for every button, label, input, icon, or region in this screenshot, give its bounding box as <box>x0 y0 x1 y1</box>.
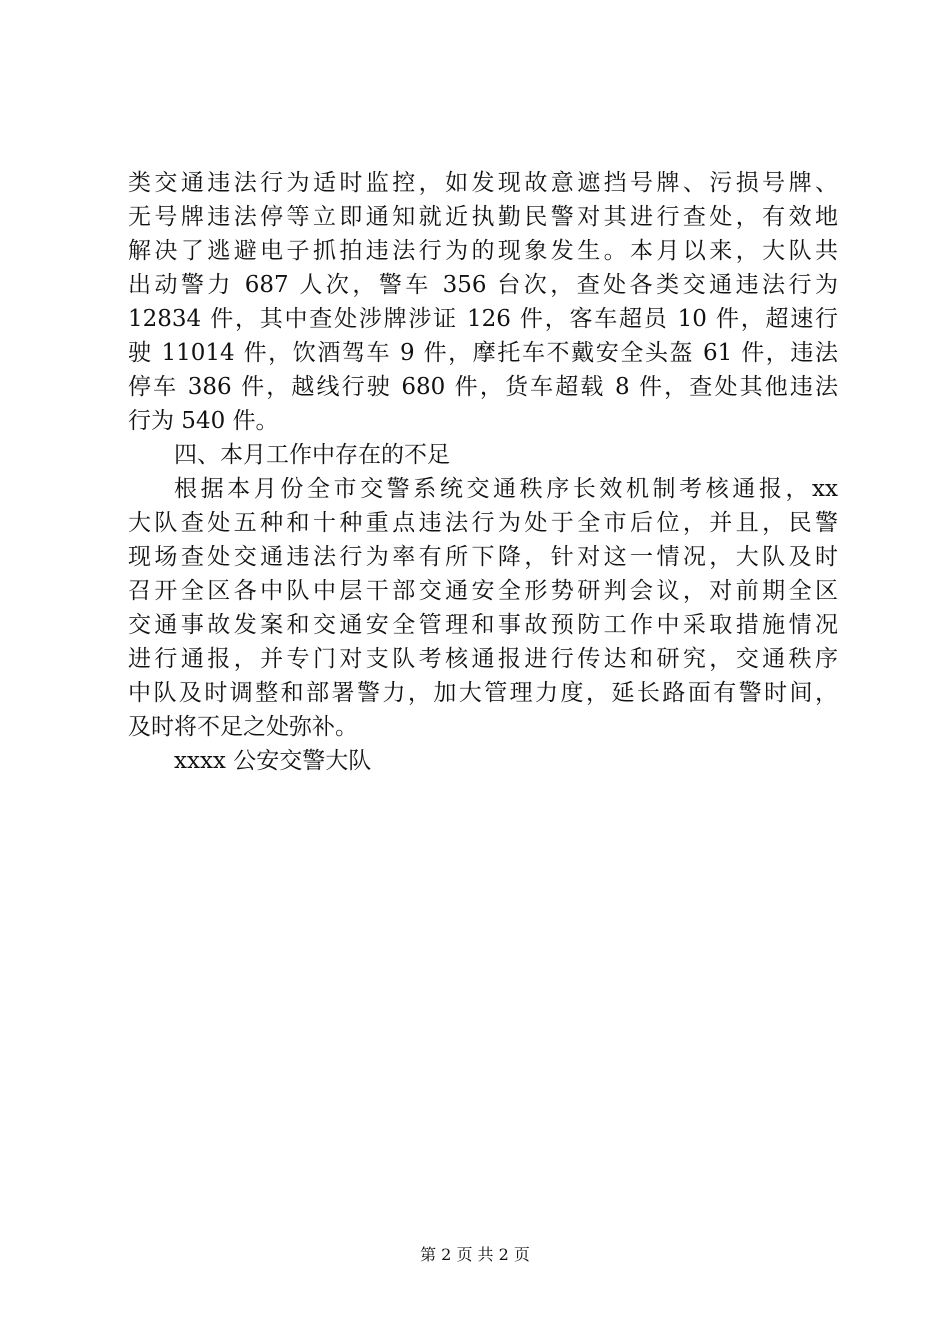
paragraph-line: 根据本月份全市交警系统交通秩序长效机制考核通报，xx <box>174 476 838 502</box>
body-text <box>128 166 838 778</box>
paragraph-line: 行为 540 件。 <box>128 408 279 434</box>
paragraph-line: 及时将不足之处弥补。 <box>128 714 358 740</box>
paragraph-line: 无号牌违法停等立即通知就近执勤民警对其进行查处，有效地 <box>128 204 838 230</box>
paragraph-line: 停车 386 件，越线行驶 680 件，货车超载 8 件，查处其他违法 <box>128 374 838 400</box>
paragraph-line: 解决了逃避电子抓拍违法行为的现象发生。本月以来，大队共 <box>128 238 838 264</box>
paragraph-line: 类交通违法行为适时监控，如发现故意遮挡号牌、污损号牌、 <box>128 170 838 196</box>
paragraph-line: 现场查处交通违法行为率有所下降，针对这一情况，大队及时 <box>128 544 838 570</box>
paragraph-line: 召开全区各中队中层干部交通安全形势研判会议，对前期全区 <box>128 578 838 604</box>
paragraph-line: 驶 11014 件，饮酒驾车 9 件，摩托车不戴安全头盔 61 件，违法 <box>128 340 838 366</box>
page-number-footer: 第 2 页 共 2 页 <box>420 1245 530 1264</box>
paragraph-line: 交通事故发案和交通安全管理和事故预防工作中采取措施情况 <box>128 612 838 638</box>
paragraph-line: 大队查处五种和十种重点违法行为处于全市后位，并且，民警 <box>128 510 838 536</box>
section-heading: 四、本月工作中存在的不足 <box>174 442 450 468</box>
paragraph-line: 12834 件，其中查处涉牌涉证 126 件，客车超员 10 件，超速行 <box>128 306 838 332</box>
signature-line: xxxx 公安交警大队 <box>174 748 372 774</box>
paragraph-line: 出动警力 687 人次，警车 356 台次，查处各类交通违法行为 <box>128 272 838 298</box>
paragraph-line: 进行通报，并专门对支队考核通报进行传达和研究，交通秩序 <box>128 646 838 672</box>
paragraph-line: 中队及时调整和部署警力，加大管理力度，延长路面有警时间， <box>128 680 838 706</box>
